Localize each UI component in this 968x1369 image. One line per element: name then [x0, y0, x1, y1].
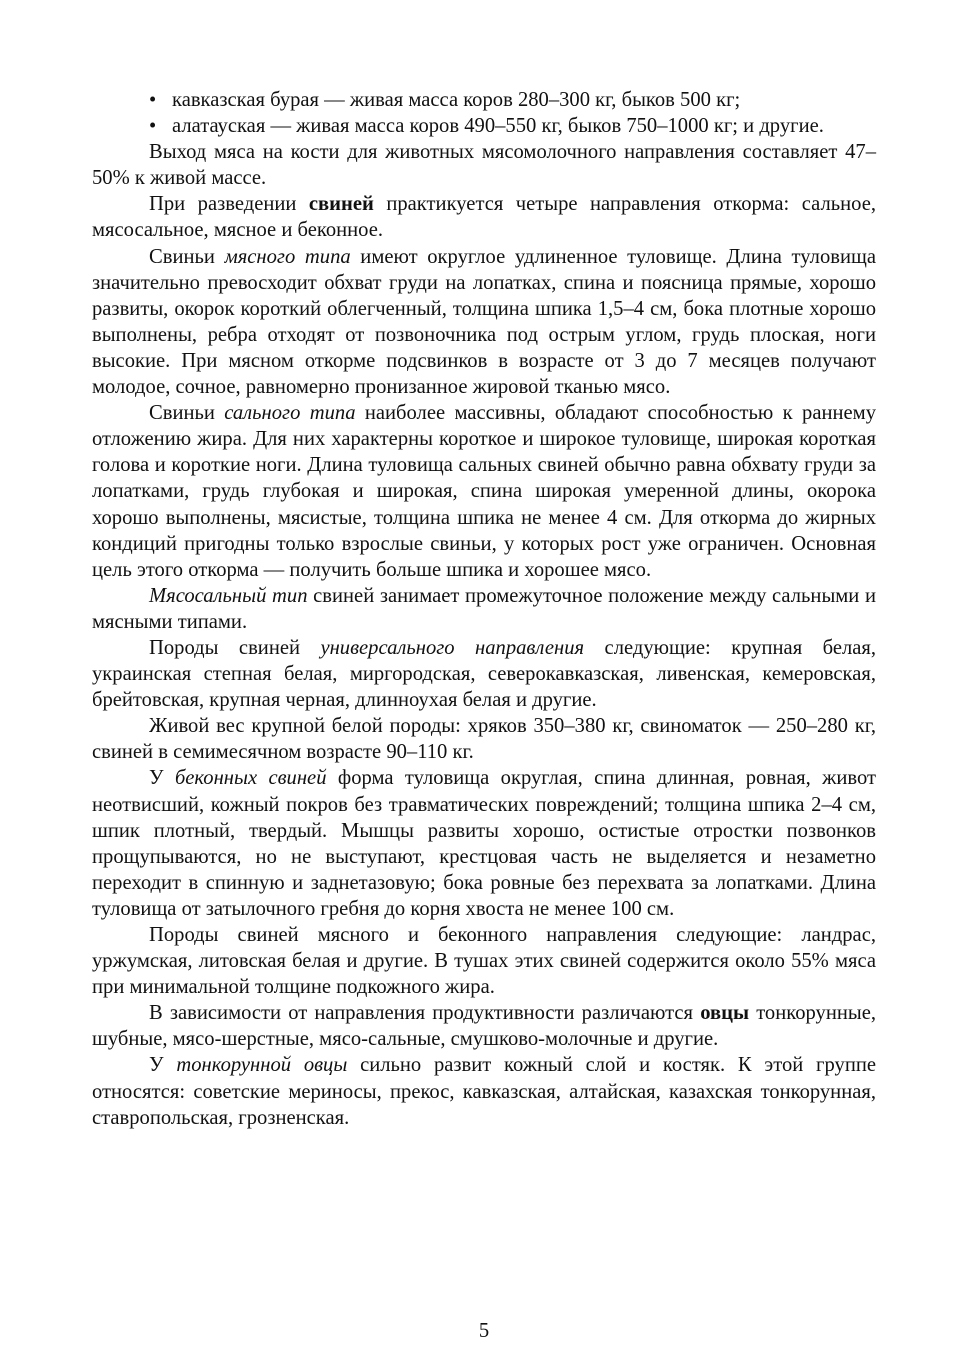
document-page: [92, 87, 876, 1131]
paragraph-bacon-breeds: Породы свиней мясного и беконного направления следующие: ландрас, уржумская, литовская белая и другие. В тушах этих свиней содержится около 55% мяса при минимальной толщине подкожного жира.: [92, 924, 876, 999]
paragraph-bacon-pigs: У беконных свиней форма туловища округлая, спина длинная, ровная, живот неотвисший, кожный покров без травматических повреждений; толщина шпика 2–4 см, шпик плотный, твердый. Мышцы развиты хорошо, остистые отростки позвонков прощупываются, но не выступают, крестцовая часть не выделяется и незаметно переходит в спинную и заднетазовую; бока ровные без перехвата за лопатками. Длина туловища от затылочного гребня до корня хвоста не менее 100 см.: [92, 767, 877, 920]
paragraph-fine-wool-sheep: У тонкорунной овцы сильно развит кожный слой и костяк. К этой группе относятся: советские мериносы, прекос, кавказская, алтайская, казахская тонкорунная, ставропольская, грозненская.: [92, 1054, 876, 1129]
term-meat-type: мясного типа: [224, 245, 351, 268]
term-meat-lard-type: Мясосальный тип: [149, 584, 308, 607]
paragraph-lard-type: Свиньи сального типа наиболее массивны, обладают способностью к раннему отложению жира. Для них характерны короткое и широкое туловище, широкая короткая голова и короткие ноги. Длина туловища сальных свиней обычно равна обхвату груди за лопатками, грудь глубокая и широкая, спина широкая умеренной длины, окорока хорошо выполнены, мясистые, толщина шпика не менее 4 см. Для откорма до жирных кондиций пригодны только взрослые свиньи, у которых рост уже ограничен. Основная цель этого откорма — получить больше шпика и хорошее мясо.: [92, 402, 876, 581]
paragraph-meat-lard-type: Мясосальный тип свиней занимает промежуточное положение между сальными и мясными типами.: [92, 584, 877, 633]
paragraph-live-weight: Живой вес крупной белой породы: хряков 350–380 кг, свиноматок — 250–280 кг, свиней в семимесячном возрасте 90–110 кг.: [92, 715, 876, 764]
term-bacon-pigs: беконных свиней: [174, 767, 327, 790]
bullet-item: [92, 87, 876, 113]
paragraph-sheep: В зависимости от направления продуктивности различаются овцы тонкорунные, шубные, мясо-шерстные, мясо-сальные, смушково-молочные и другие.: [92, 1002, 876, 1051]
term-lard-type: сального типа: [224, 402, 356, 425]
paragraph-meat-yield: Выход мяса на кости для животных мясомолочного направления составляет 47–50% к живой массе.: [92, 141, 876, 190]
bullet-dot-icon: •: [149, 115, 157, 138]
paragraph-pig-fattening: При разведении свиней практикуется четыре направления откорма: сальное, мясосальное, мясное и беконное.: [92, 193, 876, 242]
bullet-text: алатауская — живая масса коров 490–550 кг, быков 750–1000 кг; и другие.: [172, 115, 824, 138]
paragraph-meat-type: Свиньи мясного типа имеют округлое удлиненное туловище. Длина туловища значительно превосходит обхват груди на лопатках, спина и поясница прямые, хорошо развиты, окорок короткий облегченный, толщина шпика 1,5–4 см, бока плотные хорошо выполнены, ребра отходят от позвоночника под острым углом, грудь плоская, ноги высокие. При мясном откорме подсвинков в возрасте от 3 до 7 месяцев получают молодое, сочное, равномерно пронизанное жировой тканью мясо.: [92, 245, 876, 399]
bullet-text: кавказская бурая — живая масса коров 280–300 кг, быков 500 кг;: [172, 89, 741, 111]
page-number: 5: [478, 1320, 490, 1342]
paragraph-universal-breeds: Породы свиней универсального направления следующие: крупная белая, украинская степная белая, миргородская, северокавказская, ливенская, кемеровская, брейтовская, крупная черная, длинноухая белая и другие.: [92, 636, 877, 712]
term-pigs: свиней: [308, 193, 374, 216]
bullet-item: [92, 113, 876, 139]
term-fine-wool-sheep: тонкорунной овцы: [176, 1054, 348, 1077]
bullet-dot-icon: •: [149, 89, 157, 111]
term-universal: универсального направления: [320, 636, 585, 659]
term-sheep: овцы: [700, 1002, 750, 1025]
breed-bullet-list: [92, 87, 876, 139]
